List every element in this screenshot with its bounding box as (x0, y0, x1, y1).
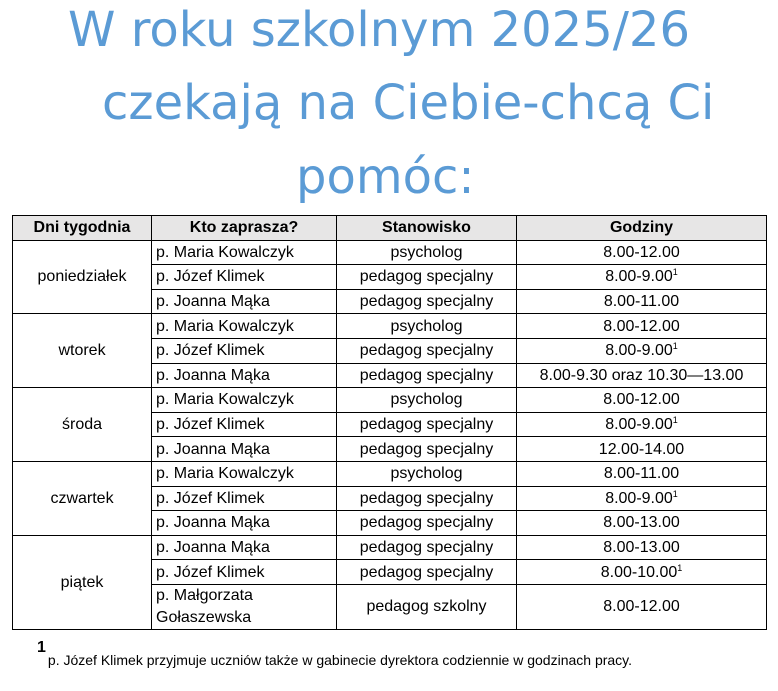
person-cell: p. Maria Kowalczyk (152, 240, 337, 265)
hours-cell (517, 265, 767, 290)
position-cell: psycholog (337, 388, 517, 413)
title-line-3: pomóc: (296, 149, 475, 205)
person-cell: p. Maria Kowalczyk (152, 461, 337, 486)
person-cell: p. Joanna Mąka (152, 437, 337, 462)
hours-cell (517, 461, 767, 486)
hours-cell (517, 511, 767, 536)
hours-text: 8.00-13.00 (603, 539, 680, 557)
footnote-mark: 1 (37, 639, 46, 656)
person-cell: p. Joanna Mąka (152, 511, 337, 536)
hours-text: 8.00-12.00 (603, 317, 680, 335)
position-cell: pedagog szkolny (337, 584, 517, 629)
hours-cell (517, 388, 767, 413)
hours-cell (517, 535, 767, 560)
position-cell: pedagog specjalny (337, 535, 517, 560)
position-cell: pedagog specjalny (337, 437, 517, 462)
table-row (13, 314, 767, 339)
day-cell: środa (13, 388, 152, 462)
hours-text: 8.00-12.00 (603, 243, 680, 261)
footnote (37, 639, 633, 668)
schedule-table (12, 215, 767, 630)
day-cell: piątek (13, 535, 152, 629)
hours-cell (517, 314, 767, 339)
header-days: Dni tygodnia (13, 216, 152, 241)
position-cell: psycholog (337, 314, 517, 339)
hours-text: 8.00-10.00 (600, 563, 678, 581)
position-cell: pedagog specjalny (337, 363, 517, 388)
footnote-text: p. Józef Klimek przyjmuje uczniów także w gabinecie dyrektora codziennie w godzinach pracy. (47, 652, 633, 668)
day-cell: czwartek (13, 461, 152, 535)
position-cell: pedagog specjalny (337, 338, 517, 363)
footnote-ref: 1 (677, 562, 683, 573)
position-cell: pedagog specjalny (337, 289, 517, 314)
hours-text: 8.00-9.00 (605, 342, 673, 360)
footnote-ref: 1 (672, 267, 678, 278)
position-cell: psycholog (337, 240, 517, 265)
person-cell: p. Józef Klimek (152, 560, 337, 585)
table-row (13, 240, 767, 265)
header-person: Kto zaprasza? (152, 216, 337, 241)
person-cell: p. Józef Klimek (152, 338, 337, 363)
table-row (13, 535, 767, 560)
position-cell: psycholog (337, 461, 517, 486)
person-cell: p. Joanna Mąka (152, 535, 337, 560)
header-position: Stanowisko (337, 216, 517, 241)
position-cell: pedagog specjalny (337, 486, 517, 511)
hours-cell (517, 338, 767, 363)
hours-text: 8.00-9.00 (605, 489, 673, 507)
person-cell: p. Joanna Mąka (152, 363, 337, 388)
hours-cell (517, 560, 767, 585)
hours-text: 8.00-11.00 (603, 293, 680, 311)
hours-text: 8.00-9.00 (605, 416, 673, 434)
hours-text: 8.00-11.00 (603, 465, 680, 483)
title-line-2: czekają na Ciebie-chcą Ci (102, 75, 715, 131)
hours-cell (517, 289, 767, 314)
day-cell: wtorek (13, 314, 152, 388)
hours-text: 8.00-13.00 (603, 514, 680, 532)
person-cell: p. Maria Kowalczyk (152, 388, 337, 413)
table-row (13, 461, 767, 486)
hours-text: 8.00-12.00 (603, 598, 680, 616)
footnote-ref: 1 (672, 341, 678, 352)
hours-cell (517, 412, 767, 437)
hours-cell (517, 584, 767, 629)
hours-cell (517, 486, 767, 511)
hours-cell (517, 437, 767, 462)
person-cell: p. Joanna Mąka (152, 289, 337, 314)
position-cell: pedagog specjalny (337, 412, 517, 437)
footnote-ref: 1 (672, 488, 678, 499)
hours-text: 8.00-9.00 (605, 268, 673, 286)
hours-text: 8.00-9.30 oraz 10.30—13.00 (539, 366, 744, 384)
person-cell: p. Józef Klimek (152, 412, 337, 437)
hours-text: 12.00-14.00 (598, 440, 685, 458)
position-cell: pedagog specjalny (337, 511, 517, 536)
footnote-ref: 1 (672, 415, 678, 426)
title-line-1: W roku szkolnym 2025/26 (68, 2, 691, 58)
person-cell: p. Małgorzata Gołaszewska (152, 584, 337, 629)
position-cell: pedagog specjalny (337, 560, 517, 585)
day-cell: poniedziałek (13, 240, 152, 314)
position-cell: pedagog specjalny (337, 265, 517, 290)
hours-cell (517, 363, 767, 388)
hours-cell (517, 240, 767, 265)
hours-text: 8.00-12.00 (603, 391, 680, 409)
person-cell: p. Józef Klimek (152, 265, 337, 290)
header-hours: Godziny (517, 216, 767, 241)
schedule-body (13, 240, 767, 629)
person-cell: p. Maria Kowalczyk (152, 314, 337, 339)
table-header-row (13, 216, 767, 241)
table-row (13, 388, 767, 413)
person-cell: p. Józef Klimek (152, 486, 337, 511)
